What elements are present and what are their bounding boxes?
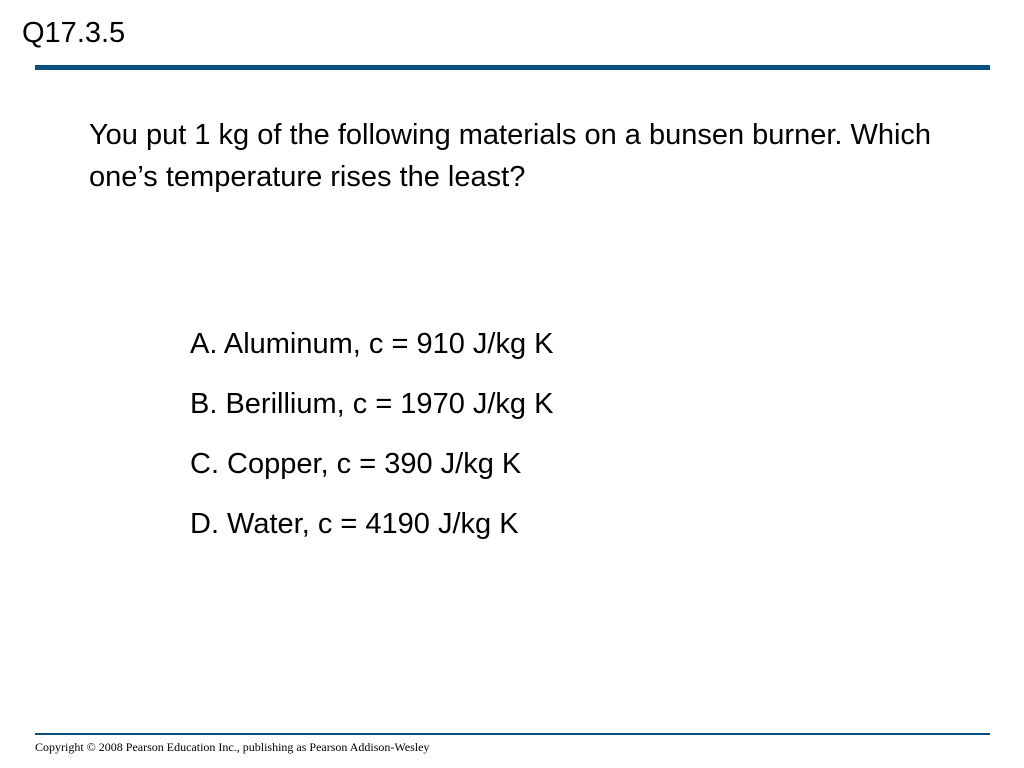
slide-title: Q17.3.5 xyxy=(22,17,126,49)
choice-a: A. Aluminum, c = 910 J/kg K xyxy=(190,328,554,360)
choice-c: C. Copper, c = 390 J/kg K xyxy=(190,448,522,480)
answer-choices-list xyxy=(190,324,553,564)
choice-d: D. Water, c = 4190 J/kg K xyxy=(190,508,519,540)
footer-rule xyxy=(35,733,990,735)
title-underline-rule xyxy=(35,65,990,70)
copyright-notice: Copyright © 2008 Pearson Education Inc., publishing as Pearson Addison-Wesley xyxy=(35,740,430,754)
question-text: You put 1 kg of the following materials on a bunsen burner. Which one’s temperature rises the least? xyxy=(89,119,932,193)
choice-b: B. Berillium, c = 1970 J/kg K xyxy=(190,388,554,420)
